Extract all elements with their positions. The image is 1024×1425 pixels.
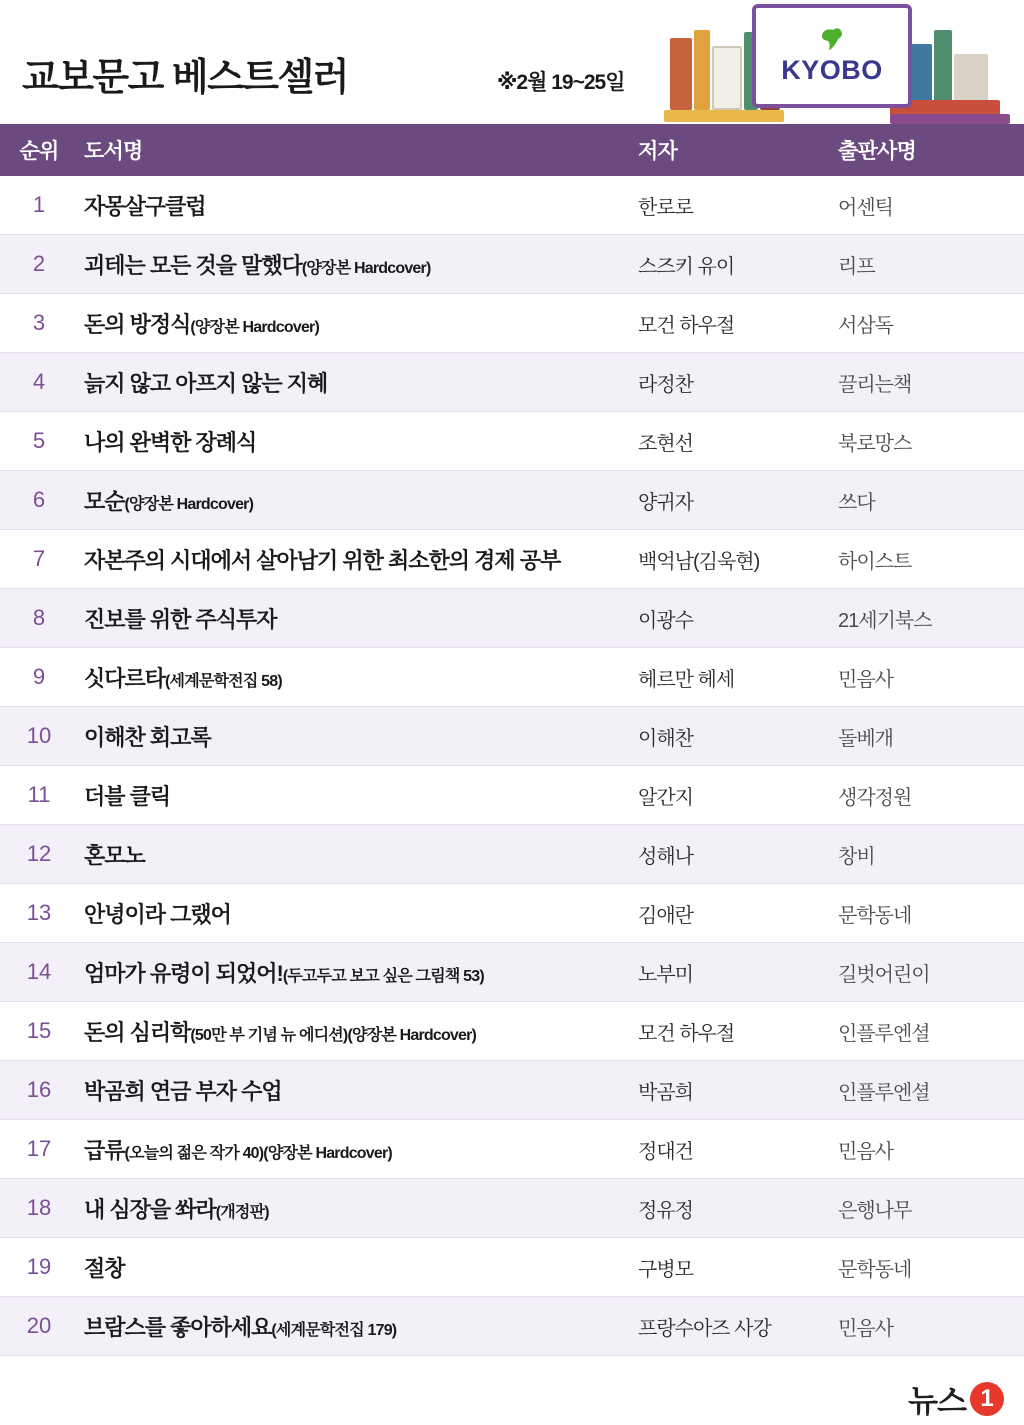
author-cell: 조현선 <box>638 432 693 455</box>
book-title-cell <box>78 1193 634 1224</box>
page-title: 교보문고 베스트셀러 <box>22 57 348 99</box>
author-cell: 정대건 <box>638 1140 693 1163</box>
book-title-main: 브람스를 좋아하세요 <box>84 1314 272 1340</box>
author-cell: 노부미 <box>638 963 693 986</box>
publisher-cell: 창비 <box>838 845 875 868</box>
author-cell: 한로로 <box>638 196 693 219</box>
author-cell: 모건 하우절 <box>638 314 735 337</box>
rank-cell: 19 <box>26 1254 52 1279</box>
author-cell: 정유정 <box>638 1199 693 1222</box>
table-row[interactable] <box>0 1238 1024 1297</box>
author-cell: 박곰희 <box>638 1081 693 1104</box>
table-row[interactable] <box>0 766 1024 825</box>
book-title-cell <box>78 780 634 811</box>
publisher-cell: 21세기북스 <box>838 609 932 632</box>
book-title-cell <box>78 839 634 870</box>
book-title-subtitle: (양장본 Hardcover) <box>190 318 319 336</box>
kyobo-wordmark: KYOBO <box>781 54 883 85</box>
table-row[interactable] <box>0 530 1024 589</box>
book-title-subtitle: (세계문학전집 58) <box>165 672 282 690</box>
author-cell: 양귀자 <box>638 491 693 514</box>
rank-cell: 17 <box>26 1136 52 1161</box>
rank-cell: 12 <box>26 841 52 866</box>
book-title-main: 박곰희 연금 부자 수업 <box>84 1078 282 1104</box>
table-row[interactable] <box>0 294 1024 353</box>
publisher-cell: 민음사 <box>838 668 893 691</box>
publisher-cell: 끌리는책 <box>838 373 912 396</box>
book-title-main: 진보를 위한 주식투자 <box>84 606 277 632</box>
rank-cell: 20 <box>26 1313 52 1338</box>
publisher-cell: 하이스트 <box>838 550 912 573</box>
rank-cell: 4 <box>32 369 46 394</box>
rank-cell: 5 <box>32 428 46 453</box>
publisher-cell: 인플루엔셜 <box>838 1022 930 1045</box>
table-row[interactable] <box>0 176 1024 235</box>
rank-cell: 11 <box>27 782 51 807</box>
news1-logo-badge: 1 <box>970 1382 1004 1416</box>
table-row[interactable] <box>0 235 1024 294</box>
table-row[interactable] <box>0 1002 1024 1061</box>
author-cell: 김애란 <box>638 904 693 927</box>
publisher-cell: 민음사 <box>838 1140 893 1163</box>
book-title-cell <box>78 544 634 575</box>
book-title-cell <box>78 1134 634 1165</box>
rank-cell: 13 <box>26 900 52 925</box>
book-title-cell <box>78 1016 634 1047</box>
table-row[interactable] <box>0 648 1024 707</box>
publisher-cell: 돌베개 <box>838 727 893 750</box>
bird-icon <box>819 27 845 51</box>
bestseller-list <box>0 176 1024 1356</box>
book-title-main: 자본주의 시대에서 살아남기 위한 최소한의 경제 공부 <box>84 547 561 573</box>
author-cell: 구병모 <box>638 1258 693 1281</box>
book-title-main: 이해찬 회고록 <box>84 724 211 750</box>
book-title-main: 혼모노 <box>84 842 145 868</box>
table-row[interactable] <box>0 589 1024 648</box>
table-row[interactable] <box>0 353 1024 412</box>
publisher-cell: 리프 <box>838 255 875 278</box>
book-title-cell <box>78 898 634 929</box>
author-cell: 이해찬 <box>638 727 693 750</box>
publisher-cell: 인플루엔셜 <box>838 1081 930 1104</box>
column-header-rank: 순위 <box>19 140 59 163</box>
book-title-cell <box>78 721 634 752</box>
publisher-cell: 생각정원 <box>838 786 912 809</box>
author-cell: 성해나 <box>638 845 693 868</box>
table-header <box>0 124 1024 176</box>
publisher-cell: 북로망스 <box>838 432 912 455</box>
period-label: ※2월 19~25일 <box>497 71 625 94</box>
book-title-main: 모순 <box>84 488 125 514</box>
publisher-cell: 민음사 <box>838 1317 893 1340</box>
book-title-cell <box>78 485 634 516</box>
book-title-main: 절창 <box>84 1255 125 1281</box>
book-title-cell <box>78 603 634 634</box>
rank-cell: 2 <box>32 251 46 276</box>
book-title-subtitle: (양장본 Hardcover) <box>301 259 431 277</box>
table-row[interactable] <box>0 471 1024 530</box>
book-title-cell <box>78 662 634 693</box>
kyobo-logo-card <box>752 4 912 108</box>
rank-cell: 14 <box>26 959 52 984</box>
publisher-cell: 문학동네 <box>838 904 912 927</box>
table-row[interactable] <box>0 1179 1024 1238</box>
table-row[interactable] <box>0 943 1024 1002</box>
author-cell: 백억남(김욱현) <box>638 550 760 573</box>
rank-cell: 9 <box>32 664 46 689</box>
publisher-cell: 어센틱 <box>838 196 893 219</box>
news1-logo-text: 뉴스 <box>908 1384 966 1419</box>
author-cell: 알간지 <box>638 786 693 809</box>
column-header-title: 도서명 <box>84 140 143 163</box>
book-title-cell <box>78 308 634 339</box>
book-title-cell <box>78 249 634 280</box>
column-header-author: 저자 <box>638 140 677 163</box>
publisher-cell: 서삼독 <box>838 314 893 337</box>
author-cell: 프랑수아즈 사강 <box>638 1317 771 1340</box>
table-row[interactable] <box>0 1061 1024 1120</box>
book-title-main: 돈의 방정식 <box>84 311 191 337</box>
author-cell: 라정찬 <box>638 373 693 396</box>
rank-cell: 1 <box>32 192 46 217</box>
book-title-main: 나의 완벽한 장례식 <box>84 429 257 455</box>
column-header-publisher: 출판사명 <box>838 140 916 163</box>
book-title-main: 늙지 않고 아프지 않는 지혜 <box>84 370 328 396</box>
book-title-main: 싯다르타 <box>84 665 166 691</box>
book-title-main: 안녕이라 그랬어 <box>84 901 231 927</box>
author-cell: 헤르만 헤세 <box>638 668 735 691</box>
book-title-subtitle: (오늘의 젊은 작가 40)(양장본 Hardcover) <box>124 1144 392 1162</box>
book-title-subtitle: (개정판) <box>215 1203 269 1221</box>
book-title-main: 엄마가 유령이 되었어! <box>84 960 283 986</box>
book-title-main: 돈의 심리학 <box>84 1019 191 1045</box>
table-row[interactable] <box>0 707 1024 766</box>
book-title-subtitle: (세계문학전집 179) <box>271 1321 397 1339</box>
book-title-main: 괴테는 모든 것을 말했다 <box>84 252 302 278</box>
table-row[interactable] <box>0 825 1024 884</box>
rank-cell: 15 <box>26 1018 52 1043</box>
author-cell: 이광수 <box>638 609 693 632</box>
book-title-cell <box>78 957 634 988</box>
book-title-main: 더블 클릭 <box>84 783 171 809</box>
publisher-cell: 쓰다 <box>838 491 875 514</box>
rank-cell: 7 <box>32 546 46 571</box>
book-title-subtitle: (양장본 Hardcover) <box>124 495 254 513</box>
book-title-cell <box>78 367 634 398</box>
table-row[interactable] <box>0 1297 1024 1356</box>
publisher-cell: 길벗어린이 <box>838 963 930 986</box>
book-title-main: 내 심장을 쏴라 <box>84 1196 216 1222</box>
book-title-cell <box>78 1252 634 1283</box>
book-title-cell <box>78 1075 634 1106</box>
footer <box>0 1356 1024 1425</box>
news1-logo <box>908 1376 1004 1421</box>
book-title-cell <box>78 426 634 457</box>
book-title-main: 자몽살구클럽 <box>84 193 206 219</box>
rank-cell: 8 <box>32 605 46 630</box>
book-title-subtitle: (50만 부 기념 뉴 에디션)(양장본 Hardcover) <box>190 1026 477 1044</box>
rank-cell: 3 <box>32 310 46 335</box>
book-title-subtitle: (두고두고 보고 싶은 그림책 53) <box>282 967 484 985</box>
table-row[interactable] <box>0 412 1024 471</box>
author-cell: 스즈키 유이 <box>638 255 735 278</box>
rank-cell: 18 <box>26 1195 52 1220</box>
table-row[interactable] <box>0 884 1024 943</box>
publisher-cell: 문학동네 <box>838 1258 912 1281</box>
book-title-cell <box>78 190 634 221</box>
book-title-cell <box>78 1311 634 1342</box>
rank-cell: 16 <box>26 1077 52 1102</box>
table-row[interactable] <box>0 1120 1024 1179</box>
book-title-main: 급류 <box>84 1137 125 1163</box>
header <box>0 0 1024 124</box>
rank-cell: 10 <box>26 723 52 748</box>
author-cell: 모건 하우절 <box>638 1022 735 1045</box>
publisher-cell: 은행나무 <box>838 1199 912 1222</box>
rank-cell: 6 <box>32 487 46 512</box>
